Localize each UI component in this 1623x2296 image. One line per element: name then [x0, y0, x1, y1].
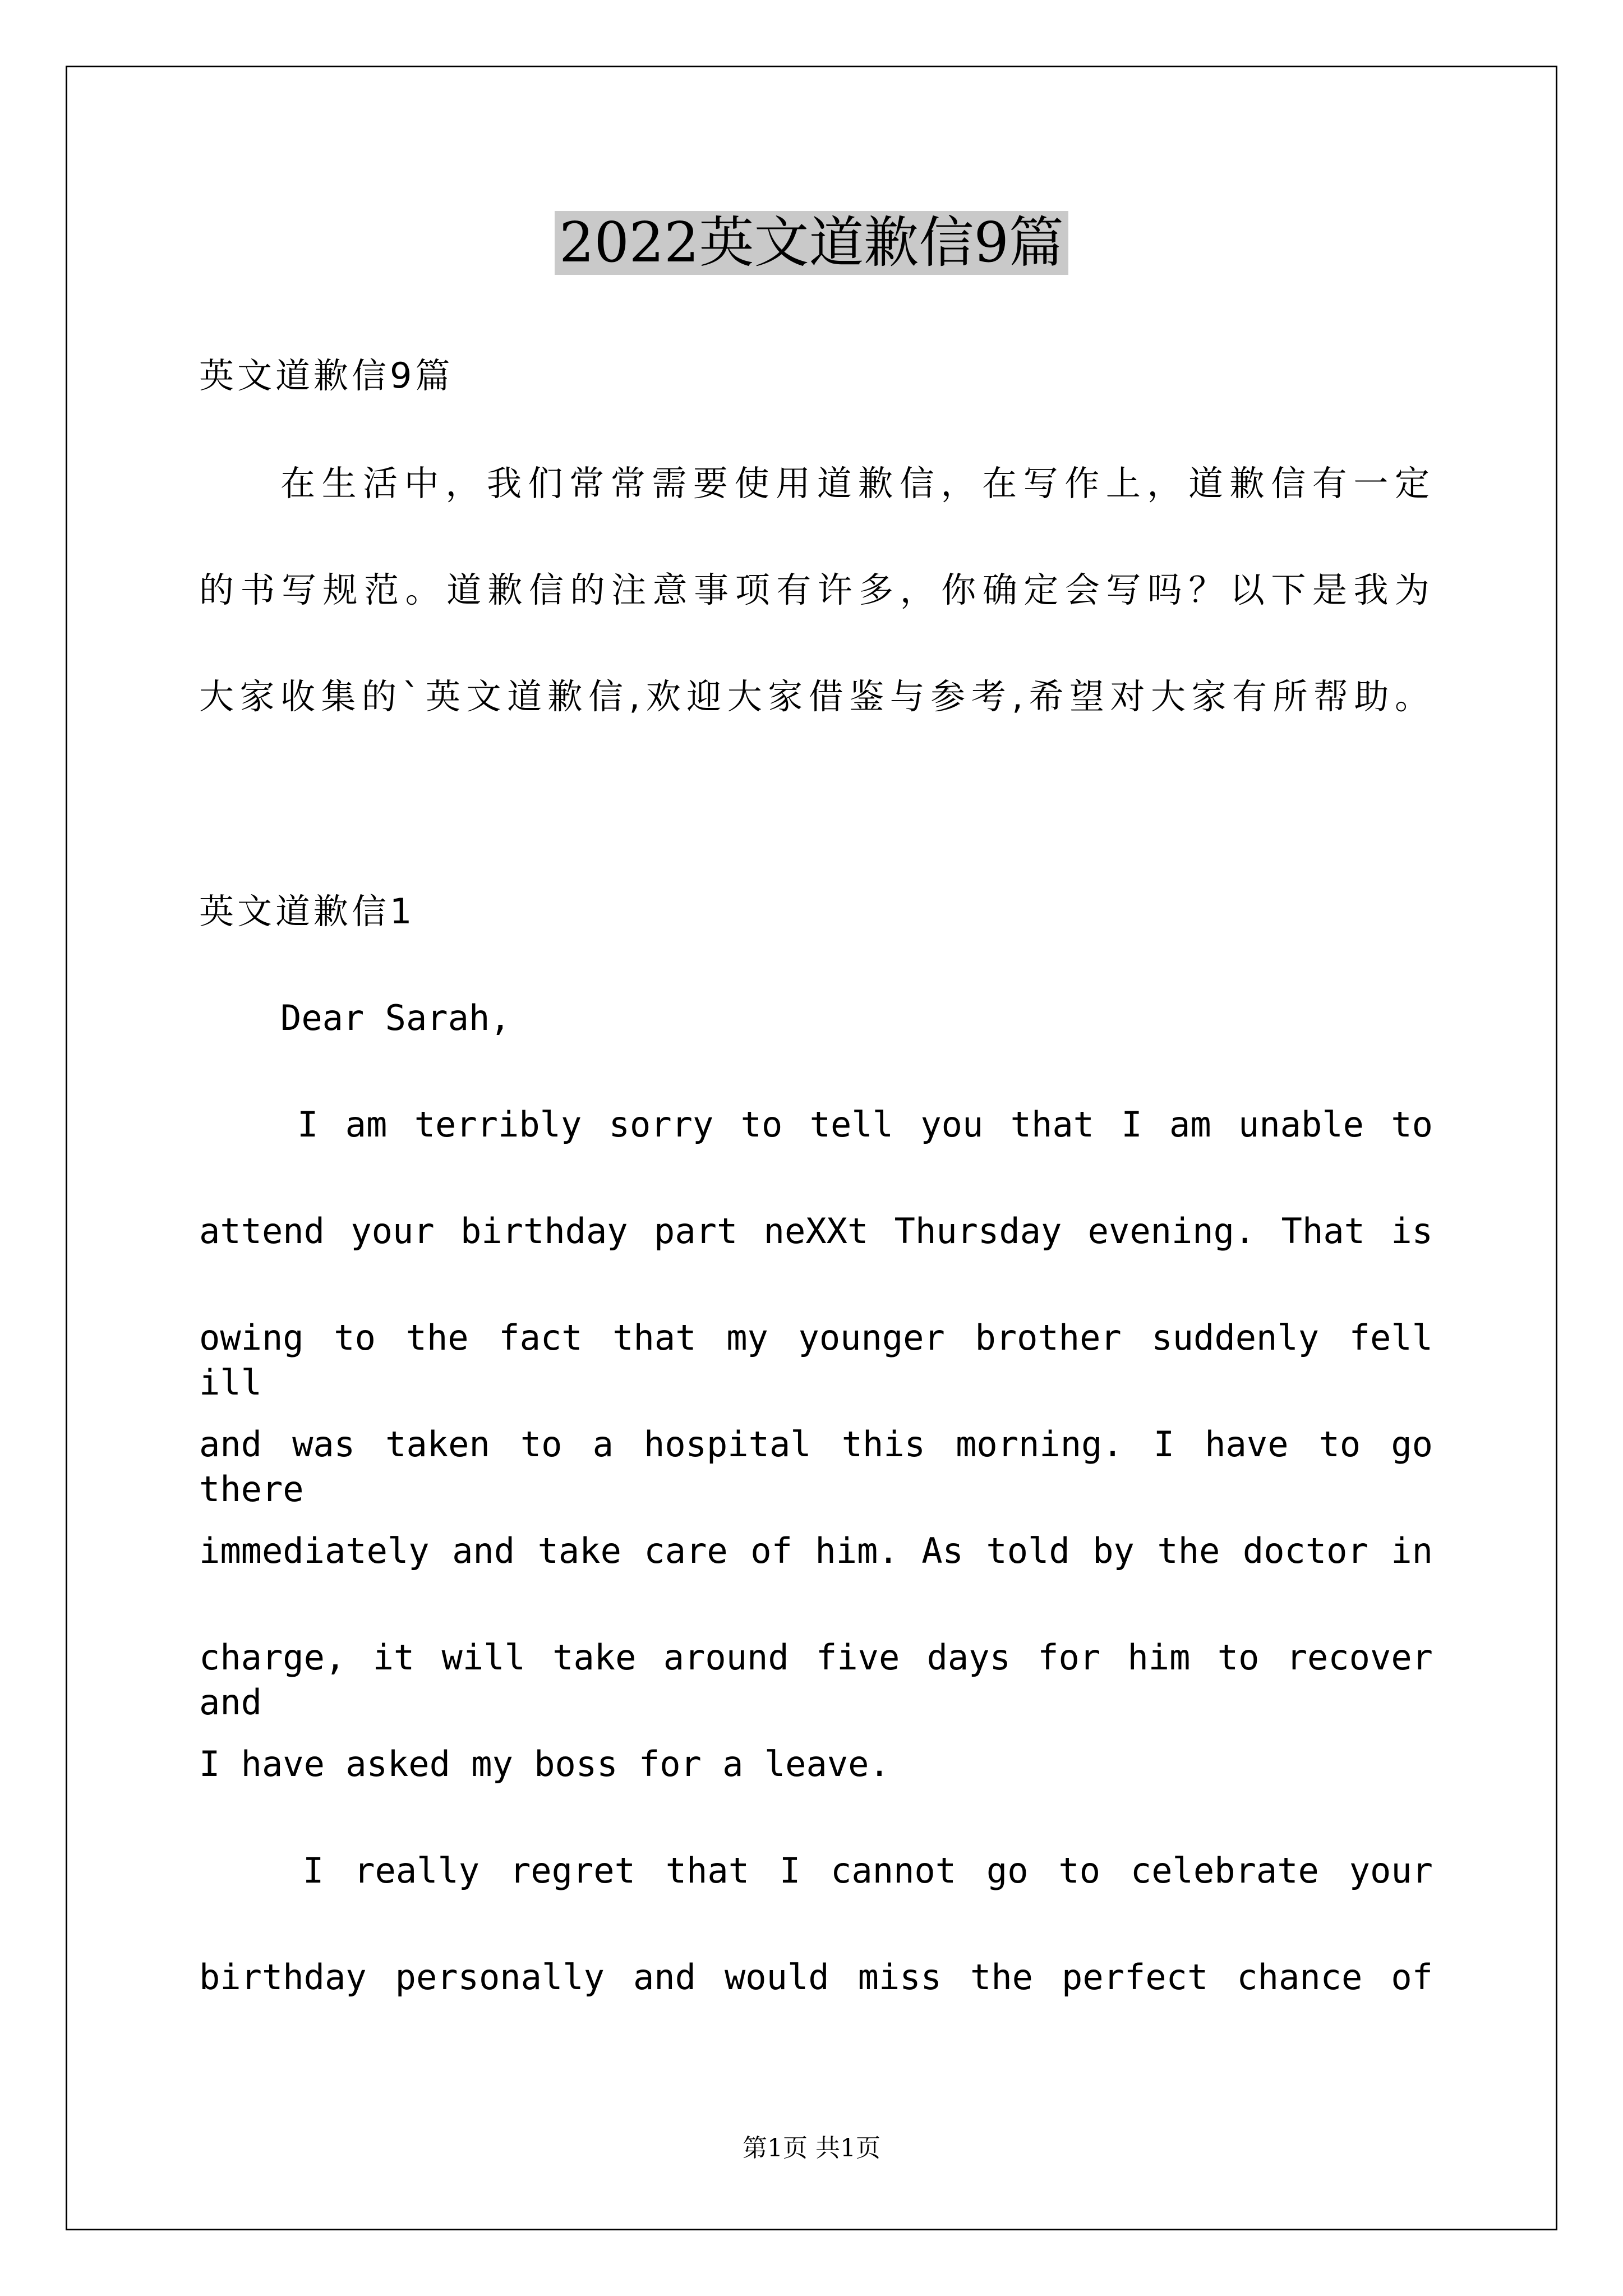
paragraph1-line-4: and was taken to a hospital this morning. I have to go there: [199, 1424, 1433, 1510]
paragraph1-line-6: charge, it will take around five days for him to recover and: [199, 1637, 1433, 1723]
document-title: [0, 206, 1623, 279]
subtitle: 英文道歉信9篇: [199, 355, 454, 396]
paragraph1-line-1: I am terribly sorry to tell you that I am unable to: [297, 1104, 1433, 1145]
document-title-text: 2022英文道歉信9篇: [555, 211, 1068, 275]
intro-line-3: 大家收集的`英文道歉信,欢迎大家借鉴与参考,希望对大家有所帮助。: [199, 676, 1433, 717]
intro-line-1: 在生活中，我们常常需要使用道歉信，在写作上，道歉信有一定: [280, 463, 1433, 504]
intro-line-2: 的书写规范。道歉信的注意事项有许多，你确定会写吗？以下是我为: [199, 569, 1433, 610]
paragraph2-line-1: I really regret that I cannot go to celebrate your: [303, 1850, 1433, 1891]
section-heading: 英文道歉信1: [199, 891, 416, 932]
paragraph1-line-7: I have asked my boss for a leave.: [199, 1743, 890, 1784]
paragraph1-line-3: owing to the fact that my younger brother suddenly fell ill: [199, 1317, 1433, 1403]
paragraph1-line-5: immediately and take care of him. As told by the doctor in: [199, 1530, 1433, 1571]
salutation: Dear Sarah,: [280, 997, 511, 1038]
paragraph2-line-2: birthday personally and would miss the perfect chance of: [199, 1957, 1433, 1998]
page-footer: 第1页 共1页: [743, 2134, 880, 2162]
paragraph1-line-2: attend your birthday part neXXt Thursday evening. That is: [199, 1211, 1433, 1251]
